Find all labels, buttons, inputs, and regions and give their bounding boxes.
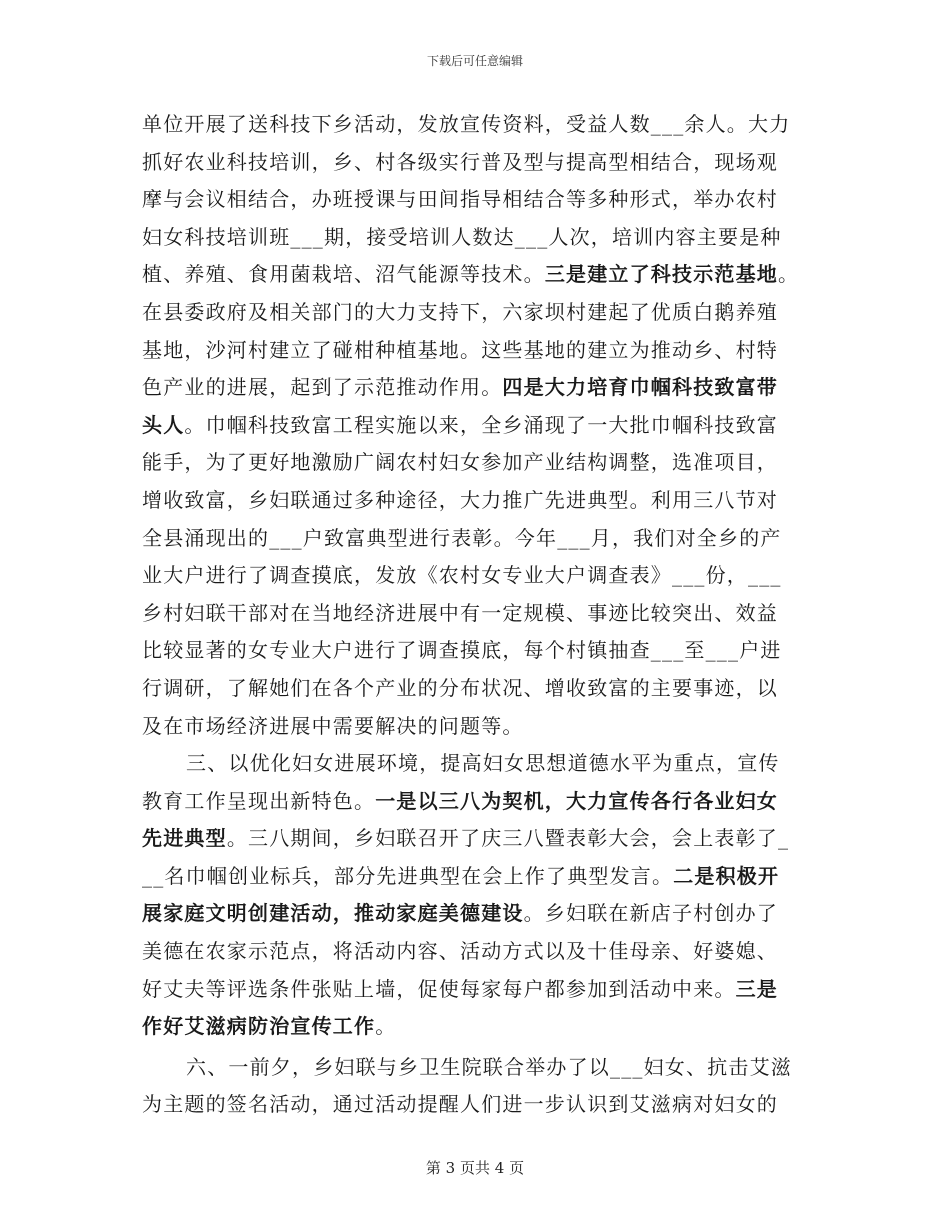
bold-text-segment: 三是建立了科技示范基地 <box>544 262 779 287</box>
text-segment: 。三八期间，乡妇联召开了庆三八暨表彰大会，会上表彰了_ <box>226 826 790 851</box>
bold-text-segment: 四是大力培育巾帼科技致富带 <box>502 375 779 400</box>
text-segment: 抓好农业科技培训，乡、村各级实行普及型与提高型相结合，现场观 <box>142 149 778 174</box>
text-segment: 六、一前夕，乡妇联与乡卫生院联合举办了以___妇女、抗击艾滋 <box>186 1054 792 1079</box>
text-segment: 乡村妇联干部对在当地经济进展中有一定规模、事迹比较突出、效益 <box>142 600 778 625</box>
text-segment: 。 <box>375 1014 397 1039</box>
text-segment: 能手，为了更好地激励广阔农村妇女参加产业结构调整，选准项目， <box>142 450 778 475</box>
text-segment: 色产业的进展，起到了示范推动作用。 <box>142 375 503 400</box>
text-segment: 美德在农家示范点，将活动内容、活动方式以及十佳母亲、好婆媳、 <box>142 939 778 964</box>
text-line <box>142 745 814 783</box>
text-segment: 好丈夫等评选条件张贴上墙，促使每家每户都参加到活动中来。 <box>142 976 736 1001</box>
text-segment: 单位开展了送科技下乡活动，发放宣传资料，受益人数___余人。大力 <box>142 112 791 136</box>
text-segment: 基地，沙河村建立了碰柑种植基地。这些基地的建立为推动乡、村特 <box>142 337 778 362</box>
text-line <box>142 332 814 370</box>
text-line <box>142 595 814 633</box>
text-segment: 行调研，了解她们在各个产业的分布状况、增收致富的主要事迹，以 <box>142 675 778 700</box>
text-segment: 业大户进行了调查摸底，发放《农村女专业大户调查表》___份，___ <box>142 563 782 588</box>
bold-text-segment: 三是 <box>735 976 779 1001</box>
text-line <box>142 482 814 520</box>
text-line <box>142 181 814 219</box>
text-segment: 全县涌现出的___户致富典型进行表彰。今年___月，我们对全乡的产 <box>142 525 782 550</box>
text-line <box>142 144 814 182</box>
text-segment: 在县委政府及相关部门的大力支持下，六家坝村建起了优质白鹅养殖 <box>142 299 778 324</box>
text-line <box>142 219 814 257</box>
text-line <box>142 1049 814 1087</box>
text-line <box>142 106 814 144</box>
text-line <box>142 369 814 407</box>
text-segment: 。乡妇联在新店子村创办了 <box>523 901 779 926</box>
bold-text-segment: 展家庭文明创建活动，推动家庭美德建设 <box>142 901 524 926</box>
text-segment: 三、以优化妇女进展环境，提高妇女思想道德水平为重点，宣传 <box>186 751 780 776</box>
text-line <box>142 670 814 708</box>
text-line <box>142 557 814 595</box>
text-segment: 妇女科技培训班___期，接受培训人数达___人次，培训内容主要是种 <box>142 224 782 249</box>
bold-text-segment: 头人 <box>142 412 185 437</box>
text-line <box>142 1008 814 1046</box>
bold-text-segment: 一是以三八为契机，大力宣传各行各业妇女 <box>375 788 779 813</box>
text-segment: 及在市场经济进展中需要解决的问题等。 <box>142 713 524 738</box>
text-segment: 教育工作呈现出新特色。 <box>142 788 376 813</box>
text-line <box>142 632 814 670</box>
text-segment: 植、养殖、食用菌栽培、沼气能源等技术。 <box>142 262 545 287</box>
text-line <box>142 256 814 294</box>
text-segment: 摩与会议相结合，办班授课与田间指导相结合等多种形式，举办农村 <box>142 187 778 212</box>
text-segment: 增收致富，乡妇联通过多种途径，大力推广先进典型。利用三八节对 <box>142 487 778 512</box>
text-segment: 为主题的签名活动，通过活动提醒人们进一步认识到艾滋病对妇女的 <box>142 1092 778 1117</box>
text-line <box>142 971 814 1009</box>
text-line <box>142 1086 814 1124</box>
text-line <box>142 407 814 445</box>
text-line <box>142 520 814 558</box>
page-footer: 第 3 页共 4 页 <box>425 1159 525 1177</box>
text-segment: 。巾帼科技致富工程实施以来，全乡涌现了一大批巾帼科技致富 <box>184 412 779 437</box>
text-line <box>142 783 814 821</box>
text-line <box>142 708 814 746</box>
bold-text-segment: 二是积极开 <box>673 863 780 888</box>
bold-text-segment: 先进典型 <box>142 826 227 851</box>
text-line <box>142 294 814 332</box>
text-line <box>142 858 814 896</box>
text-segment: 比较显著的女专业大户进行了调查摸底，每个村镇抽查___至___户进 <box>142 638 782 663</box>
text-line <box>142 895 814 933</box>
document-body <box>142 106 814 1124</box>
text-line <box>142 820 814 858</box>
text-line <box>142 933 814 971</box>
text-segment: 。 <box>778 262 800 287</box>
bold-text-segment: 作好艾滋病防治宣传工作 <box>142 1014 376 1039</box>
text-line <box>142 444 814 482</box>
page-header: 下载后可任意编辑 <box>426 54 523 68</box>
text-segment: __名巾帼创业标兵，部分先进典型在会上作了典型发言。 <box>142 863 674 888</box>
